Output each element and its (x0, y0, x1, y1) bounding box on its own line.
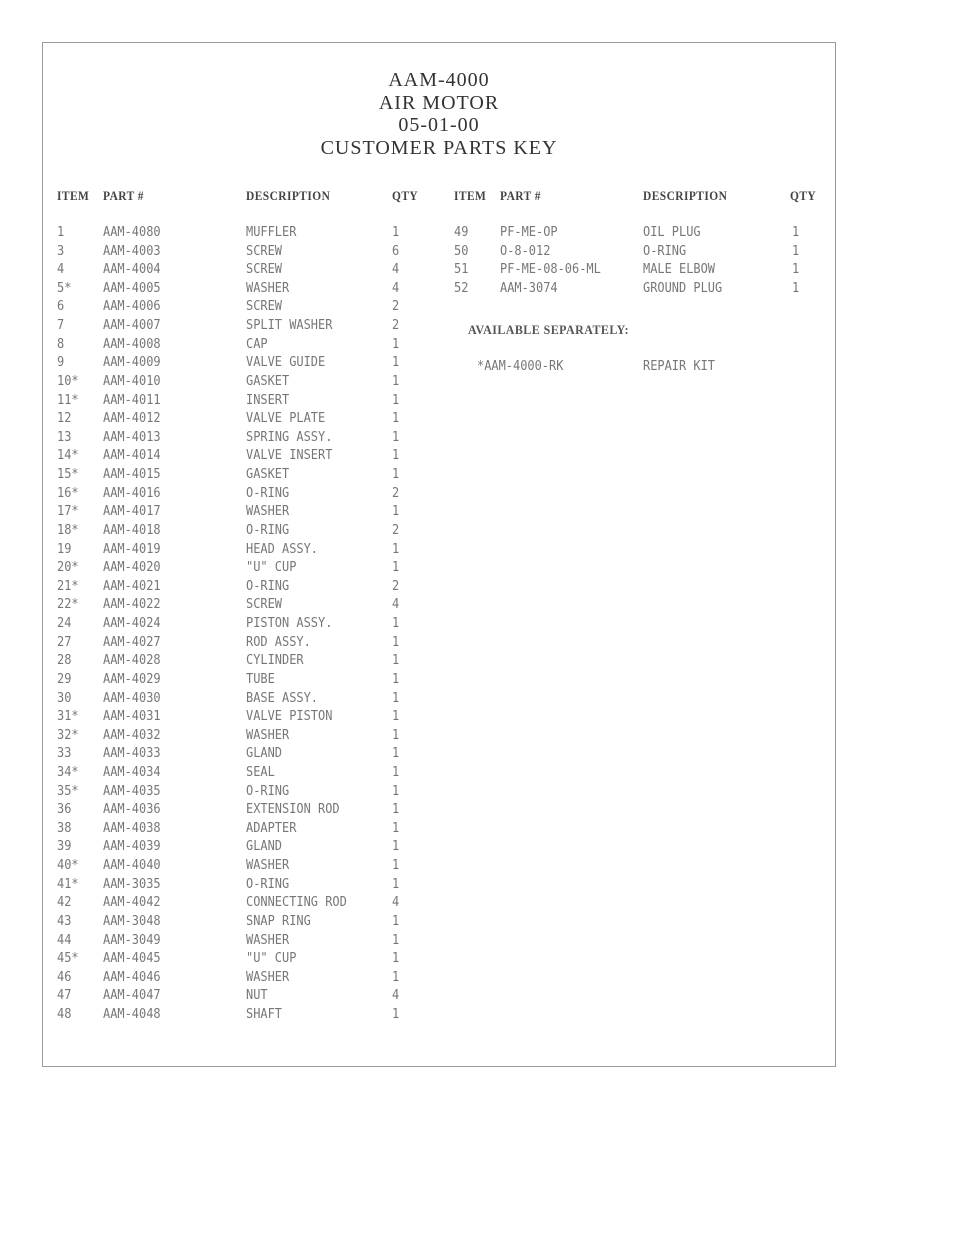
part-description: EXTENSION ROD (246, 802, 340, 818)
part-description: WASHER (246, 932, 290, 948)
part-description: SHAFT (246, 1007, 283, 1023)
part-qty: 1 (392, 746, 400, 762)
table-row (43, 821, 835, 839)
part-description: SCREW (246, 299, 283, 315)
table-row (43, 672, 835, 690)
part-description: OIL PLUG (643, 225, 701, 240)
table-row (43, 709, 835, 727)
part-description: ROD ASSY. (246, 634, 311, 650)
part-description: GASKET (246, 467, 290, 483)
part-number: AAM-4011 (103, 392, 161, 408)
table-row (43, 374, 835, 392)
item-number: 19 (57, 541, 72, 557)
part-description: SCREW (246, 597, 283, 613)
part-qty: 1 (392, 504, 400, 520)
part-number: AAM-3035 (103, 876, 161, 892)
part-qty: 1 (392, 467, 400, 483)
table-row (43, 281, 835, 299)
part-description: O-RING (246, 522, 290, 538)
item-number: 43 (57, 913, 72, 929)
part-number: AAM-4015 (103, 467, 161, 483)
part-number: AAM-4008 (103, 336, 161, 352)
part-qty: 1 (392, 373, 400, 389)
part-number: AAM-4030 (103, 690, 161, 706)
item-number: 20* (57, 560, 79, 576)
part-number: AAM-4016 (103, 485, 161, 501)
part-qty: 1 (392, 820, 400, 836)
part-description: O-RING (643, 243, 687, 259)
table-row (43, 411, 835, 429)
part-description: GASKET (246, 373, 290, 389)
table-row (43, 560, 835, 578)
table-row (43, 299, 835, 317)
item-number: 41* (57, 876, 79, 892)
part-qty: 1 (392, 709, 400, 725)
part-description: "U" CUP (246, 560, 297, 576)
part-number: AAM-4014 (103, 448, 161, 464)
part-qty: 4 (392, 280, 400, 296)
part-qty: 1 (392, 541, 400, 557)
part-number: AAM-4012 (103, 411, 161, 427)
item-number: 29 (57, 671, 72, 687)
part-description: O-RING (246, 578, 290, 594)
part-qty: 1 (392, 448, 400, 464)
part-description: GLAND (246, 746, 283, 762)
part-qty: 1 (392, 969, 400, 985)
header-part-right: PART # (500, 188, 541, 203)
part-description: VALVE GUIDE (246, 355, 326, 371)
table-row (43, 877, 835, 895)
part-qty: 1 (792, 280, 800, 296)
part-description: O-RING (246, 485, 290, 501)
part-number: AAM-4029 (103, 671, 161, 687)
part-number: AAM-4013 (103, 429, 161, 445)
part-number: AAM-4020 (103, 560, 161, 576)
table-row (43, 337, 835, 355)
part-description: ADAPTER (246, 820, 297, 836)
repair-kit-description: REPAIR KIT (643, 359, 716, 374)
part-number: AAM-4017 (103, 504, 161, 520)
part-number: AAM-4009 (103, 355, 161, 371)
header-item-left: ITEM (57, 188, 90, 203)
part-qty: 1 (392, 802, 400, 818)
header-qty-left: QTY (392, 188, 419, 203)
part-qty: 1 (392, 764, 400, 780)
part-description: "U" CUP (246, 951, 297, 967)
table-row (43, 839, 835, 857)
part-number: AAM-4003 (103, 243, 161, 259)
item-number: 6 (57, 299, 65, 315)
item-number: 33 (57, 746, 72, 762)
part-qty: 1 (392, 653, 400, 669)
title-product: AIR MOTOR (378, 91, 500, 114)
part-number: AAM-4018 (103, 522, 161, 538)
item-number: 12 (57, 411, 72, 427)
title-document: CUSTOMER PARTS KEY (320, 136, 558, 159)
table-row (43, 542, 835, 560)
table-row (43, 933, 835, 951)
table-row (43, 579, 835, 597)
item-number: 8 (57, 336, 65, 352)
item-number: 36 (57, 802, 72, 818)
part-qty: 2 (392, 578, 400, 594)
table-row (43, 1007, 835, 1025)
part-number: AAM-4032 (103, 727, 161, 743)
part-description: WASHER (246, 504, 290, 520)
table-row (43, 225, 835, 243)
item-number: 14* (57, 448, 79, 464)
item-number: 24 (57, 616, 72, 632)
item-number: 7 (57, 318, 65, 334)
part-description: SNAP RING (246, 913, 311, 929)
item-number: 18* (57, 522, 79, 538)
part-qty: 1 (392, 839, 400, 855)
part-qty: 2 (392, 318, 400, 334)
item-number: 38 (57, 820, 72, 836)
item-number: 39 (57, 839, 72, 855)
part-description: CYLINDER (246, 653, 304, 669)
table-row (43, 784, 835, 802)
item-number: 35* (57, 783, 79, 799)
part-qty: 4 (392, 597, 400, 613)
part-description: GROUND PLUG (643, 280, 723, 296)
item-number: 47 (57, 988, 72, 1004)
part-qty: 1 (392, 727, 400, 743)
table-row (43, 728, 835, 746)
table-row (43, 597, 835, 615)
part-qty: 1 (392, 913, 400, 929)
table-row (43, 914, 835, 932)
part-description: SPRING ASSY. (246, 429, 333, 445)
part-qty: 1 (792, 262, 800, 278)
part-description: O-RING (246, 783, 290, 799)
part-qty: 1 (392, 951, 400, 967)
item-number: 48 (57, 1007, 72, 1023)
part-number: AAM-4027 (103, 634, 161, 650)
part-description: CONNECTING ROD (246, 895, 347, 911)
part-qty: 1 (392, 1007, 400, 1023)
part-qty: 4 (392, 895, 400, 911)
table-row (43, 616, 835, 634)
part-number: AAM-4035 (103, 783, 161, 799)
part-qty: 4 (392, 262, 400, 278)
part-qty: 1 (392, 392, 400, 408)
title-date: 05-01-00 (398, 114, 480, 136)
part-qty: 2 (392, 522, 400, 538)
item-number: 34* (57, 764, 79, 780)
part-number: AAM-4019 (103, 541, 161, 557)
part-description: VALVE PISTON (246, 709, 333, 725)
part-number: AAM-4004 (103, 262, 161, 278)
part-description: WASHER (246, 280, 290, 296)
part-number: AAM-4040 (103, 858, 161, 874)
part-description: CAP (246, 336, 268, 352)
item-number: 4 (57, 262, 65, 278)
table-row (43, 653, 835, 671)
item-number: 50 (454, 243, 469, 259)
item-number: 40* (57, 858, 79, 874)
part-number: AAM-4006 (103, 299, 161, 315)
part-number: AAM-3074 (500, 280, 558, 296)
part-number: AAM-4007 (103, 318, 161, 334)
part-number: AAM-3048 (103, 913, 161, 929)
part-description: HEAD ASSY. (246, 541, 319, 557)
header-part-left: PART # (103, 188, 144, 203)
table-row (43, 393, 835, 411)
item-number: 44 (57, 932, 72, 948)
part-number: AAM-4031 (103, 709, 161, 725)
item-number: 45* (57, 951, 79, 967)
part-qty: 1 (392, 225, 400, 240)
repair-kit-part: *AAM-4000-RK (477, 359, 564, 374)
item-number: 30 (57, 690, 72, 706)
table-row (43, 504, 835, 522)
item-number: 15* (57, 467, 79, 483)
table-row (43, 988, 835, 1006)
part-number: AAM-4039 (103, 839, 161, 855)
table-row (43, 318, 835, 336)
available-separately-label: AVAILABLE SEPARATELY: (468, 322, 630, 337)
table-row (43, 523, 835, 541)
part-number: AAM-4080 (103, 225, 161, 240)
part-qty: 1 (392, 932, 400, 948)
item-number: 51 (454, 262, 469, 278)
part-number: AAM-4010 (103, 373, 161, 389)
part-description: BASE ASSY. (246, 690, 319, 706)
part-number: AAM-4022 (103, 597, 161, 613)
table-row (43, 951, 835, 969)
part-description: GLAND (246, 839, 283, 855)
title-block (43, 69, 835, 159)
part-number: AAM-3049 (103, 932, 161, 948)
part-description: SEAL (246, 764, 275, 780)
part-number: AAM-4024 (103, 616, 161, 632)
part-number: PF-ME-OP (500, 225, 558, 240)
item-number: 17* (57, 504, 79, 520)
table-row (43, 802, 835, 820)
part-number: AAM-4038 (103, 820, 161, 836)
part-qty: 1 (792, 243, 800, 259)
part-qty: 1 (392, 783, 400, 799)
part-number: AAM-4047 (103, 988, 161, 1004)
item-number: 52 (454, 280, 469, 296)
table-row (43, 746, 835, 764)
part-description: NUT (246, 988, 268, 1004)
part-number: AAM-4005 (103, 280, 161, 296)
table-row (43, 486, 835, 504)
item-number: 21* (57, 578, 79, 594)
item-number: 16* (57, 485, 79, 501)
header-item-right: ITEM (454, 188, 487, 203)
header-description-right: DESCRIPTION (643, 188, 728, 203)
part-qty: 1 (392, 690, 400, 706)
part-description: MALE ELBOW (643, 262, 716, 278)
part-number: PF-ME-08-06-ML (500, 262, 601, 278)
part-qty: 1 (392, 616, 400, 632)
table-row (43, 355, 835, 373)
part-description: TUBE (246, 671, 275, 687)
table-row (43, 895, 835, 913)
part-number: AAM-4033 (103, 746, 161, 762)
part-description: VALVE INSERT (246, 448, 333, 464)
item-number: 9 (57, 355, 65, 371)
header-qty-right: QTY (790, 188, 817, 203)
part-number: AAM-4048 (103, 1007, 161, 1023)
table-row (43, 691, 835, 709)
part-description: WASHER (246, 858, 290, 874)
part-qty: 1 (392, 429, 400, 445)
part-qty: 1 (392, 355, 400, 371)
table-row (43, 858, 835, 876)
item-number: 31* (57, 709, 79, 725)
part-number: O-8-012 (500, 243, 551, 259)
part-description: VALVE PLATE (246, 411, 326, 427)
item-number: 22* (57, 597, 79, 613)
table-row (43, 635, 835, 653)
part-description: INSERT (246, 392, 290, 408)
table-row (43, 244, 835, 262)
part-qty: 1 (392, 336, 400, 352)
part-description: PISTON ASSY. (246, 616, 333, 632)
part-qty: 2 (392, 485, 400, 501)
table-row (43, 448, 835, 466)
part-number: AAM-4034 (103, 764, 161, 780)
part-qty: 1 (392, 671, 400, 687)
item-number: 13 (57, 429, 72, 445)
part-description: MUFFLER (246, 225, 297, 240)
table-row (43, 467, 835, 485)
part-description: WASHER (246, 727, 290, 743)
part-qty: 1 (392, 858, 400, 874)
item-number: 5* (57, 280, 72, 296)
part-number: AAM-4028 (103, 653, 161, 669)
part-qty: 4 (392, 988, 400, 1004)
part-description: SCREW (246, 243, 283, 259)
part-description: O-RING (246, 876, 290, 892)
item-number: 28 (57, 653, 72, 669)
part-qty: 1 (392, 876, 400, 892)
title-model: AAM-4000 (388, 69, 490, 91)
part-qty: 1 (392, 560, 400, 576)
item-number: 46 (57, 969, 72, 985)
part-description: WASHER (246, 969, 290, 985)
item-number: 10* (57, 373, 79, 389)
item-number: 42 (57, 895, 72, 911)
part-qty: 1 (392, 634, 400, 650)
item-number: 49 (454, 225, 469, 240)
item-number: 11* (57, 392, 79, 408)
part-number: AAM-4021 (103, 578, 161, 594)
parts-sheet (42, 42, 836, 1067)
table-row (43, 430, 835, 448)
part-qty: 1 (392, 411, 400, 427)
part-qty: 1 (792, 225, 800, 240)
item-number: 1 (57, 225, 65, 240)
item-number: 32* (57, 727, 79, 743)
table-row (43, 262, 835, 280)
part-number: AAM-4046 (103, 969, 161, 985)
header-description-left: DESCRIPTION (246, 188, 331, 203)
table-row (43, 970, 835, 988)
part-qty: 6 (392, 243, 400, 259)
part-description: SCREW (246, 262, 283, 278)
part-number: AAM-4036 (103, 802, 161, 818)
part-description: SPLIT WASHER (246, 318, 333, 334)
part-number: AAM-4042 (103, 895, 161, 911)
item-number: 3 (57, 243, 65, 259)
part-number: AAM-4045 (103, 951, 161, 967)
table-row (43, 765, 835, 783)
part-qty: 2 (392, 299, 400, 315)
item-number: 27 (57, 634, 72, 650)
